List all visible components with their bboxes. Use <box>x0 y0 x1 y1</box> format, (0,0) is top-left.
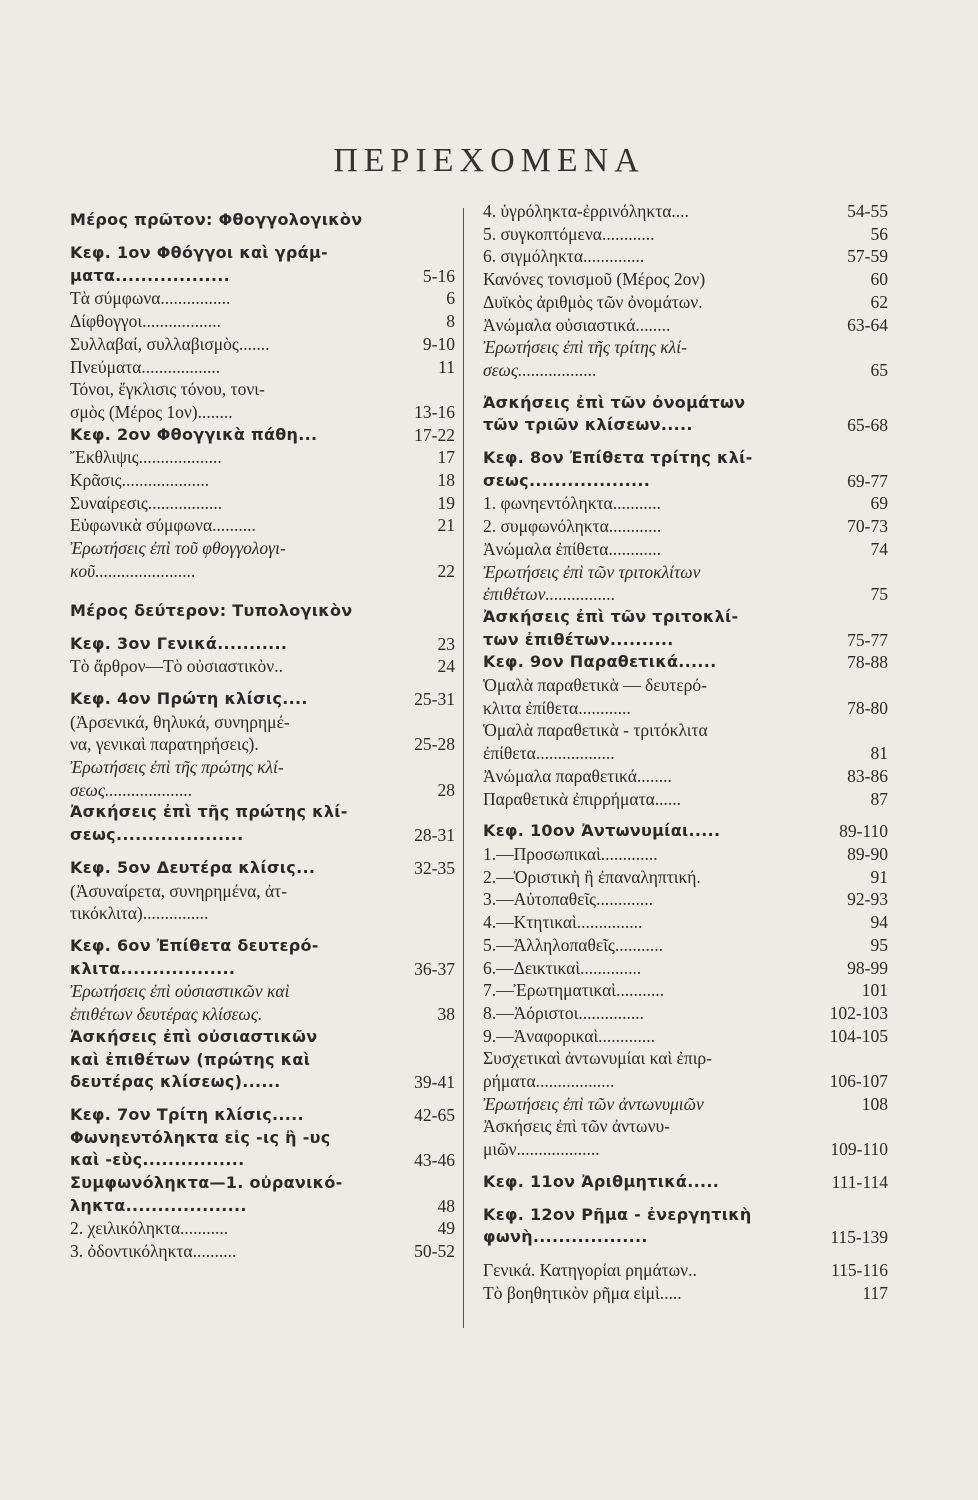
toc-entry-text: (Ἀσυναίρετα, συνηρημένα, ἀτ- τικόκλιτα)............... <box>70 880 288 924</box>
toc-entry <box>70 1240 455 1263</box>
toc-entry <box>70 378 455 423</box>
toc-entry-text: Ἐρωτήσεις ἐπὶ τοῦ φθογγολογι- κοῦ....................... <box>70 538 286 581</box>
toc-entry <box>483 1115 888 1160</box>
toc-entry-page: 9-10 <box>422 333 455 354</box>
toc-entry-page: 104-105 <box>829 1025 888 1046</box>
toc-entry-page: 74 <box>870 538 888 559</box>
toc-entry-page: 65-68 <box>847 415 888 436</box>
toc-entry-page: 54-55 <box>847 201 888 221</box>
toc-entry-page: 32-35 <box>414 857 455 878</box>
toc-entry <box>70 711 455 756</box>
page-title: ΠΕΡΙΕΧΟΜΕΝΑ <box>333 142 645 179</box>
toc-entry-page: 11 <box>438 356 455 377</box>
toc-entry-page: 57-59 <box>847 246 888 267</box>
toc-entry-page: 65 <box>870 359 888 380</box>
toc-entry-text: Κεφ. 8ον Ἐπίθετα τρίτης κλί- σεως................... <box>483 448 753 490</box>
toc-entry <box>70 1217 455 1240</box>
toc-entry-page: 91 <box>870 866 888 887</box>
toc-entry-text: Τόνοι, ἔγκλισις τόνου, τονι- σμὸς (Μέρος 1ον)........ <box>70 379 265 422</box>
right-list <box>483 200 888 1304</box>
toc-entry <box>483 1259 888 1282</box>
toc-entry-page: 102-103 <box>829 1002 888 1023</box>
toc-entry-text: Ὁμαλὰ παραθετικὰ — δευτερό- κλιτα ἐπίθετα............ <box>483 675 707 718</box>
toc-entry-text: Γενικά. Κατηγορίαι ρημάτων.. <box>483 1259 697 1280</box>
toc-entry-page: 78-88 <box>847 652 888 673</box>
toc-entry-text: Κεφ. 5ον Δευτέρα κλίσις... <box>70 857 316 877</box>
toc-entry-text: Τὰ σύμφωνα................ <box>70 288 231 309</box>
toc-entry-text: Παραθετικὰ ἐπιρρήματα...... <box>483 788 682 809</box>
toc-entry-text: Ἐρωτήσεις ἐπὶ τῶν τριτοκλίτων ἐπιθέτων................ <box>483 561 701 605</box>
toc-entry-page: 83-86 <box>847 765 888 786</box>
toc-entry-text: Κεφ. 12ον Ρῆμα - ἐνεργητικὴ φωνὴ.................. <box>483 1204 752 1247</box>
toc-entry <box>70 857 455 880</box>
toc-entry-text: Συσχετικαὶ ἀντωνυμίαι καὶ ἐπιρ- ρήματα.................. <box>483 1048 712 1092</box>
toc-entry-page: 78-80 <box>847 697 888 718</box>
toc-entry-text: Κεφ. 2ον Φθογγικὰ πάθη... <box>70 424 318 444</box>
toc-entry <box>70 935 455 980</box>
toc-entry-page: 109-110 <box>830 1139 888 1160</box>
toc-entry-page: 56 <box>870 223 888 244</box>
toc-entry <box>70 880 455 925</box>
toc-entry <box>483 291 888 314</box>
toc-entry-text: 6.—Δεικτικαὶ.............. <box>483 957 642 978</box>
toc-entry-text: Τὸ ἄρθρον—Τὸ οὐσιαστικὸν.. <box>70 656 283 677</box>
toc-entry-text: Κρᾶσις.................... <box>70 470 210 491</box>
toc-entry-text: Συλλαβαί, συλλαβισμὸς....... <box>70 333 270 354</box>
toc-entry <box>483 606 888 651</box>
toc-entry-page: 70-73 <box>847 516 888 537</box>
toc-entry-text: Κεφ. 7ον Τρίτη κλίσις..... <box>70 1104 304 1124</box>
toc-entry <box>483 651 888 674</box>
part-two-list <box>70 633 455 1263</box>
toc-entry-text: Κεφ. 1ον Φθόγγοι καὶ γράμ- ματα.................. <box>70 243 328 285</box>
toc-entry-page: 18 <box>437 470 455 491</box>
toc-entry <box>70 469 455 492</box>
part-one-list <box>70 242 455 583</box>
toc-entry-page: 89-90 <box>847 843 888 864</box>
toc-entry <box>483 1171 888 1194</box>
toc-entry-text: Δυϊκὸς ἀριθμὸς τῶν ὀνομάτων. <box>483 291 703 312</box>
toc-entry <box>70 514 455 537</box>
toc-entry-page: 42-65 <box>414 1104 455 1125</box>
toc-entry-text: Τὸ βοηθητικὸν ρῆμα εἰμὶ..... <box>483 1282 682 1303</box>
toc-entry-page: 19 <box>437 492 455 513</box>
toc-entry-page: 8 <box>446 311 455 332</box>
toc-entry-page: 108 <box>861 1093 888 1114</box>
toc-entry <box>70 688 455 711</box>
toc-entry-page: 36-37 <box>414 958 455 979</box>
toc-entry <box>70 801 455 846</box>
toc-entry-text: 3.—Αὐτοπαθεῖς............. <box>483 889 653 910</box>
toc-entry-page: 5-16 <box>422 265 455 286</box>
toc-entry-page: 24 <box>437 656 455 677</box>
left-column <box>70 200 455 1263</box>
toc-entry-text: Ἔκθλιψις................... <box>70 447 222 468</box>
toc-entry-page: 94 <box>870 912 888 933</box>
toc-entry-text: Συναίρεσις................. <box>70 492 223 513</box>
toc-entry-page: 115-116 <box>830 1259 888 1280</box>
toc-entry-text: Κανόνες τονισμοῦ (Μέρος 2ον) <box>483 269 706 290</box>
toc-entry-text: Κεφ. 9ον Παραθετικά...... <box>483 652 717 672</box>
toc-entry <box>70 980 455 1025</box>
toc-entry <box>483 1204 888 1249</box>
toc-entry-text: 4. ὑγρόληκτα-ἐρρινόληκτα.... <box>483 201 689 221</box>
toc-entry-text: 9.—Ἀναφορικαὶ............. <box>483 1025 656 1046</box>
toc-entry <box>483 200 888 223</box>
toc-entry-page: 69 <box>870 493 888 514</box>
toc-entry <box>483 515 888 538</box>
toc-entry-text: Ἀσκήσεις ἐπὶ τῶν ἀντωνυ- μιῶν................... <box>483 1116 670 1160</box>
toc-entry <box>70 242 455 287</box>
toc-entry <box>70 446 455 469</box>
toc-entry <box>483 979 888 1002</box>
toc-entry-text: 1. φωνηεντόληκτα........... <box>483 493 661 514</box>
toc-entry <box>483 447 888 492</box>
toc-entry <box>483 1025 888 1048</box>
toc-entry-text: Ἀνώμαλα οὐσιαστικά........ <box>483 314 671 335</box>
toc-entry <box>483 336 888 381</box>
toc-entry-page: 28-31 <box>414 825 455 846</box>
toc-entry <box>70 756 455 801</box>
toc-entry-page: 101 <box>861 980 888 1001</box>
toc-entry-text: 7.—Ἐρωτηματικαὶ........... <box>483 980 665 1001</box>
toc-entry <box>483 765 888 788</box>
toc-entry-page: 95 <box>870 934 888 955</box>
toc-entry-page: 38 <box>437 1004 455 1025</box>
toc-entry-text: 2. συμφωνόληκτα............ <box>483 516 662 537</box>
toc-entry-text: 6. σιγμόληκτα.............. <box>483 246 645 267</box>
toc-entry-page: 50-52 <box>414 1241 455 1262</box>
toc-entry <box>483 934 888 957</box>
toc-entry-page: 13-16 <box>414 401 455 422</box>
toc-entry-page: 39-41 <box>414 1072 455 1093</box>
toc-entry-text: Εὐφωνικὰ σύμφωνα.......... <box>70 515 256 536</box>
toc-entry <box>70 1172 455 1217</box>
toc-entry-text: Πνεύματα.................. <box>70 356 221 377</box>
toc-entry <box>70 356 455 379</box>
toc-entry <box>483 888 888 911</box>
toc-entry-page: 17-22 <box>414 424 455 445</box>
toc-entry-text: Κεφ. 3ον Γενικά........... <box>70 633 288 653</box>
toc-entry-page: 63-64 <box>847 314 888 335</box>
toc-entry-page: 49 <box>437 1218 455 1239</box>
toc-entry <box>483 1047 888 1092</box>
toc-entry-text: Ἐρωτήσεις ἐπὶ τῶν ἀντωνυμιῶν <box>483 1093 704 1114</box>
toc-entry-text: Φωνηεντόληκτα εἰς -ις ἢ -υς καὶ -εὺς................ <box>70 1127 331 1170</box>
toc-entry-text: Ἀσκήσεις ἐπὶ οὐσιαστικῶν καὶ ἐπιθέτων (πρώτης καὶ δευτέρας κλίσεως)...... <box>70 1026 318 1092</box>
toc-entry <box>483 820 888 843</box>
toc-entry <box>483 1282 888 1305</box>
toc-entry <box>70 310 455 333</box>
toc-entry-text: Κεφ. 10ον Ἀντωνυμίαι..... <box>483 821 721 841</box>
toc-entry <box>70 492 455 515</box>
toc-entry-text: Ἐρωτήσεις ἐπὶ τῆς τρίτης κλί- σεως.................. <box>483 337 687 380</box>
toc-entry <box>483 538 888 561</box>
toc-entry-page: 87 <box>870 788 888 809</box>
toc-entry <box>483 314 888 337</box>
toc-entry-page: 115-139 <box>830 1227 888 1248</box>
toc-entry-text: 2. χειλικόληκτα........... <box>70 1218 229 1239</box>
part-two-heading: Μέρος δεύτερον: Τυπολογικὸν <box>70 600 353 620</box>
toc-entry <box>70 1104 455 1127</box>
toc-entry-page: 23 <box>437 633 455 654</box>
toc-entry-text: Κεφ. 6ον Ἐπίθετα δευτερό- κλιτα.................. <box>70 935 319 978</box>
toc-entry-text: Ἐρωτήσεις ἐπὶ τῆς πρώτης κλί- σεως.................... <box>70 757 284 800</box>
toc-entry-text: Ὁμαλὰ παραθετικὰ - τριτόκλιτα ἐπίθετα.................. <box>483 720 708 764</box>
toc-entry <box>483 674 888 719</box>
toc-entry-page: 81 <box>870 743 888 764</box>
toc-entry-page: 25-28 <box>414 734 455 755</box>
toc-entry-page: 62 <box>870 291 888 312</box>
toc-entry <box>483 1093 888 1116</box>
toc-entry-text: (Ἀρσενικά, θηλυκά, συνηρημέ- να, γενικαὶ παρατηρήσεις). <box>70 711 290 755</box>
toc-entry <box>70 1026 455 1094</box>
toc-entry <box>70 1127 455 1172</box>
toc-entry-page: 6 <box>446 288 455 309</box>
toc-entry-text: Συμφωνόληκτα—1. οὐρανικό- ληκτα................... <box>70 1173 343 1215</box>
part-one-heading: Μέρος πρῶτον: Φθογγολογικὸν <box>70 210 363 229</box>
toc-entry <box>70 424 455 447</box>
toc-entry <box>70 333 455 356</box>
toc-entry <box>70 655 455 678</box>
toc-entry-text: Κεφ. 4ον Πρώτη κλίσις.... <box>70 688 308 708</box>
toc-entry <box>70 537 455 582</box>
toc-entry-text: Ἀσκήσεις ἐπὶ τῶν ὀνομάτων τῶν τριῶν κλίσεων..... <box>483 392 746 435</box>
toc-entry <box>483 492 888 515</box>
toc-entry-page: 48 <box>437 1195 455 1216</box>
toc-entry-text: Ἀνώμαλα ἐπίθετα............ <box>483 538 661 559</box>
toc-entry-text: 4.—Κτητικαὶ............... <box>483 912 643 933</box>
toc-entry <box>483 561 888 606</box>
toc-entry-page: 60 <box>870 269 888 290</box>
toc-entry-page: 92-93 <box>847 889 888 910</box>
toc-entry <box>483 843 888 866</box>
toc-entry-page: 21 <box>437 515 455 536</box>
toc-entry <box>483 866 888 889</box>
toc-entry-text: 3. ὀδοντικόληκτα.......... <box>70 1241 237 1262</box>
toc-entry-page: 75-77 <box>847 629 888 650</box>
toc-entry-page: 25-31 <box>414 688 455 709</box>
toc-entry-page: 111-114 <box>831 1171 888 1192</box>
toc-entry-text: Δίφθογγοι.................. <box>70 311 221 332</box>
toc-entry-text: 2.—Ὁριστικὴ ἢ ἐπαναληπτική. <box>483 866 701 887</box>
toc-entry-text: Κεφ. 11ον Ἀριθμητικά..... <box>483 1171 720 1191</box>
toc-entry-text: 1.—Προσωπικαὶ............. <box>483 843 658 864</box>
toc-entry-page: 17 <box>437 447 455 468</box>
toc-entry-text: 5.—Ἀλληλοπαθεῖς........... <box>483 934 663 955</box>
toc-entry <box>483 223 888 246</box>
toc-entry-text: Ἀσκήσεις ἐπὶ τῶν τριτοκλί- των ἐπιθέτων.......... <box>483 606 739 649</box>
toc-entry-page: 22 <box>437 560 455 581</box>
toc-entry-page: 106-107 <box>829 1071 888 1092</box>
toc-entry <box>483 392 888 437</box>
toc-entry <box>483 268 888 291</box>
toc-entry-page: 75 <box>870 584 888 605</box>
toc-entry-text: Ἀνώμαλα παραθετικά........ <box>483 765 672 786</box>
toc-entry <box>70 287 455 310</box>
toc-entry <box>483 1002 888 1025</box>
toc-entry <box>483 911 888 934</box>
toc-entry <box>483 245 888 268</box>
toc-entry-page: 43-46 <box>414 1150 455 1171</box>
toc-entry <box>70 633 455 656</box>
toc-entry <box>483 719 888 764</box>
toc-entry-page: 98-99 <box>847 957 888 978</box>
column-divider <box>463 208 464 1328</box>
toc-entry-page: 117 <box>862 1282 888 1303</box>
toc-entry-page: 69-77 <box>847 470 888 491</box>
toc-entry-text: 5. συγκοπτόμενα............ <box>483 223 655 244</box>
toc-entry-text: Ἐρωτήσεις ἐπὶ οὐσιαστικῶν καὶ ἐπιθέτων δευτέρας κλίσεως. <box>70 981 290 1025</box>
toc-entry-text: 8.—Ἀόριστοι............... <box>483 1002 645 1023</box>
toc-entry <box>483 788 888 811</box>
toc-entry <box>483 957 888 980</box>
toc-entry-page: 28 <box>437 779 455 800</box>
toc-entry-text: Ἀσκήσεις ἐπὶ τῆς πρώτης κλί- σεως.................... <box>70 802 348 845</box>
right-column <box>483 200 888 1304</box>
toc-entry-page: 89-110 <box>839 821 888 842</box>
